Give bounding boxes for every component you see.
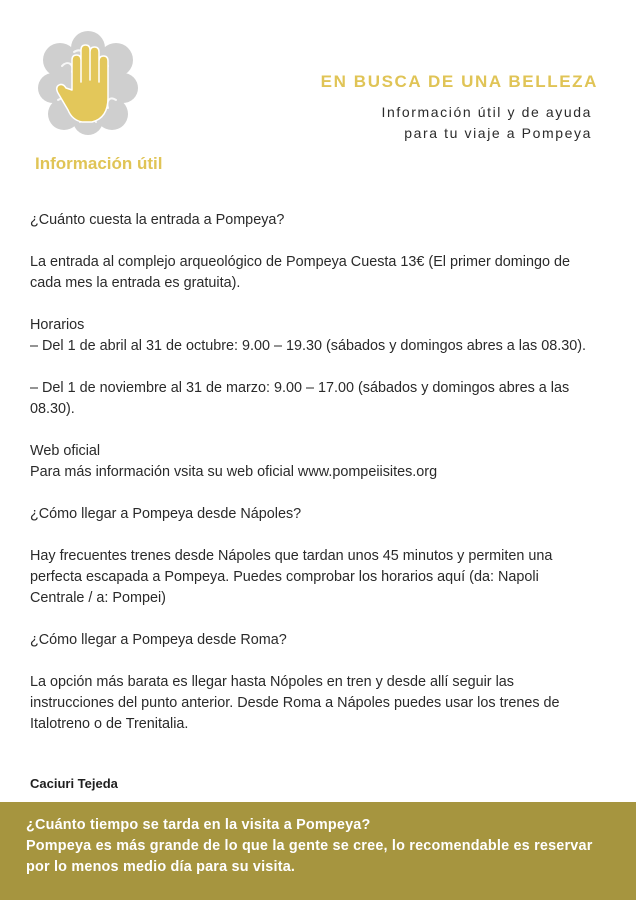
hours-winter: – Del 1 de noviembre al 31 de marzo: 9.00 – 17.00 (sábados y domingos abres a las 08.30). [30, 380, 570, 417]
author-name: Caciuri Tejeda [30, 776, 118, 791]
section-heading: Información útil [35, 154, 163, 173]
hours-summer: – Del 1 de abril al 31 de octubre: 9.00 – 19.30 (sábados y domingos abres a las 08.30). [30, 338, 586, 354]
footer-answer: Pompeya es más grande de lo que la gente se cree, lo recomendable es reservar por lo menos medio día para su visita. [26, 838, 593, 875]
question-price: ¿Cuánto cuesta la entrada a Pompeya? [30, 212, 285, 228]
web-title: Web oficial [30, 443, 101, 459]
question-naples: ¿Cómo llegar a Pompeya desde Nápoles? [30, 506, 302, 522]
question-rome: ¿Cómo llegar a Pompeya desde Roma? [30, 632, 287, 648]
subtitle-line: Información útil y de ayuda [381, 104, 592, 120]
subtitle [272, 102, 592, 144]
web-text: Para más información vsita su web oficial www.pompeiisites.org [30, 464, 438, 480]
naples-text: Hay frecuentes trenes desde Nápoles que tardan unos 45 minutos y permiten una perfecta escapada a Pompeya. Puedes comprobar los horarios aquí (da: Napoli Centrale / a: Pompei) [30, 548, 553, 606]
price-text: La entrada al complejo arqueológico de Pompeya Cuesta 13€ (El primer domingo de cada mes la entrada es gratuita). [30, 254, 570, 291]
subtitle-line: para tu viaje a Pompeya [404, 125, 592, 141]
page-title: EN BUSCA DE UNA BELLEZA [320, 72, 598, 91]
hours-title: Horarios [30, 317, 85, 333]
rome-text: La opción más barata es llegar hasta Nópoles en tren y desde allí seguir las instrucciones del punto anterior. Desde Roma a Nápoles puedes usar los trenes de Italotreno o de Trenitalia. [30, 674, 560, 732]
hand-on-brain-icon [38, 30, 138, 136]
article-body [30, 210, 590, 735]
footer-banner [0, 802, 636, 900]
footer-question: ¿Cuánto tiempo se tarda en la visita a Pompeya? [26, 817, 371, 833]
